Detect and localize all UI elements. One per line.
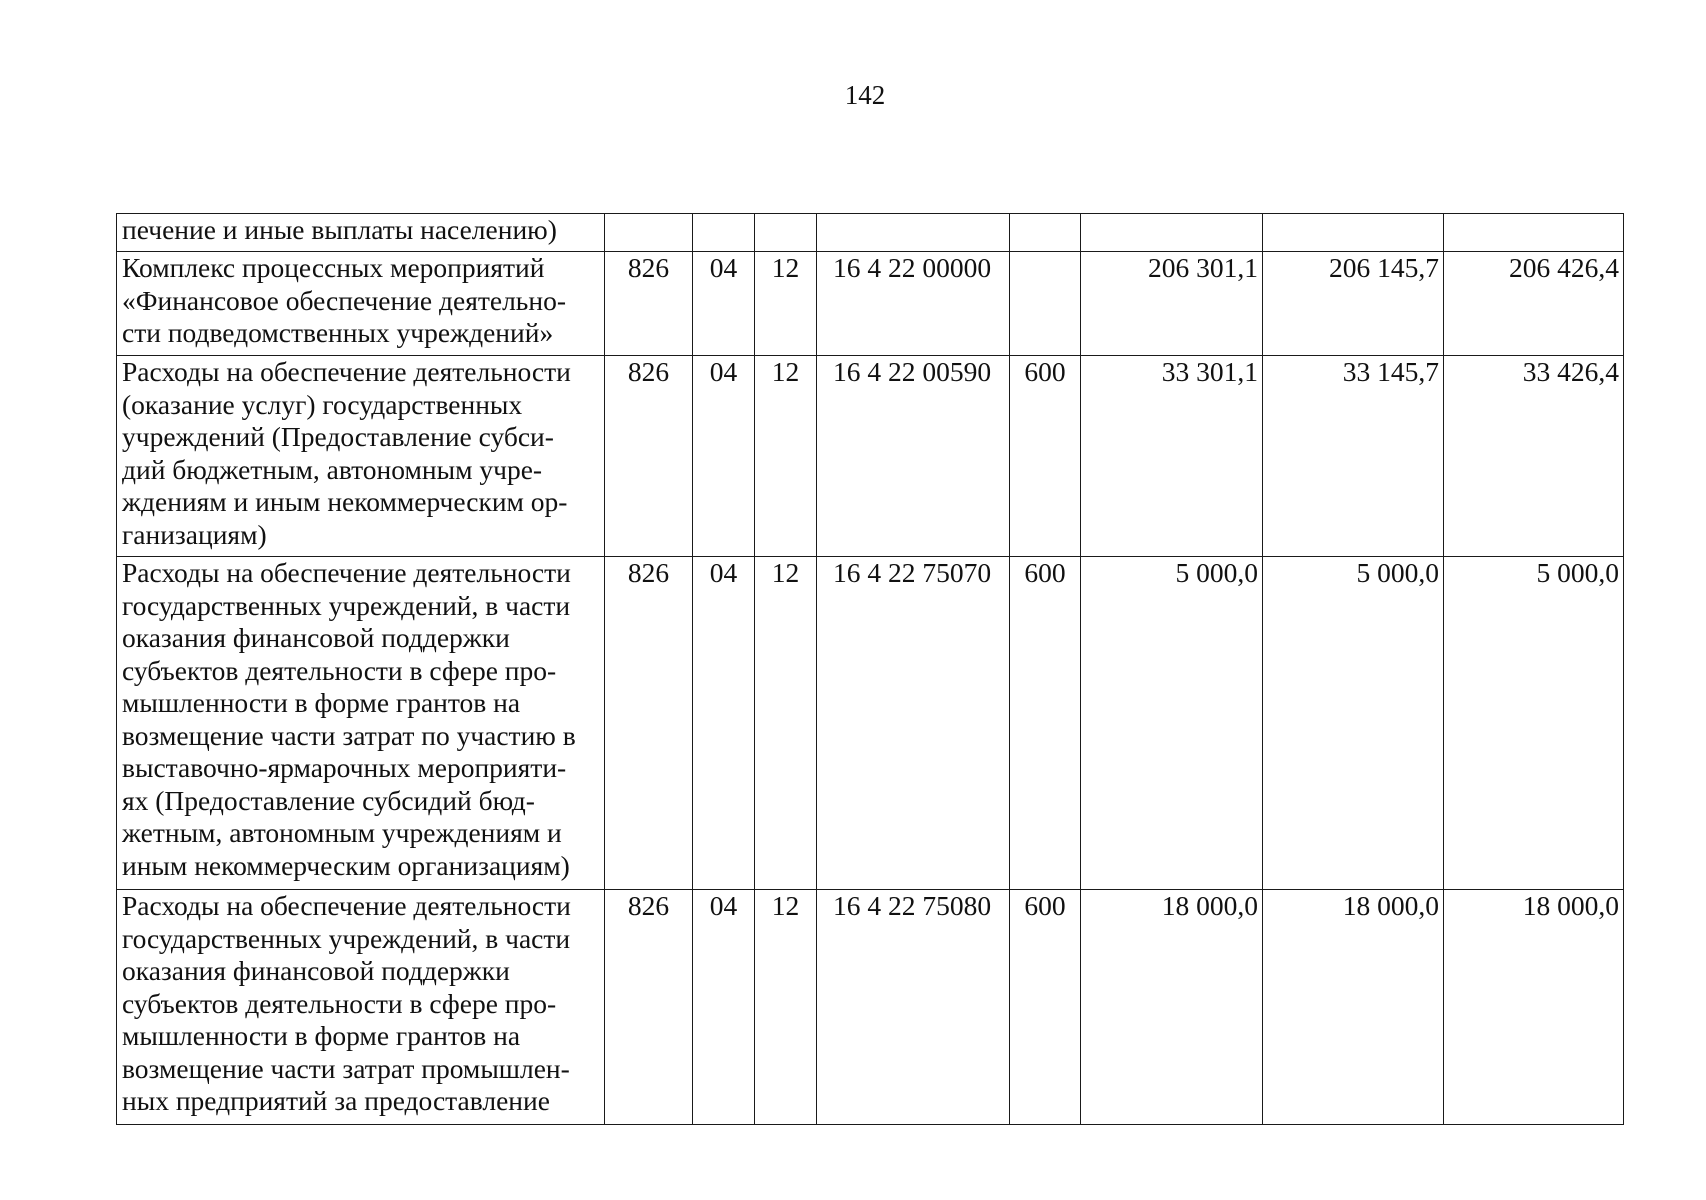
amount-year-1 xyxy=(1081,214,1263,252)
description-line: ях (Предоставление субсидий бюд- xyxy=(122,784,535,816)
description-line: ных предприятий за предоставление xyxy=(122,1085,550,1116)
section-code: 04 xyxy=(693,356,755,557)
row-description xyxy=(117,890,605,1125)
description-line: учреждений (Предоставление субси- xyxy=(122,421,554,452)
expense-type-code: 600 xyxy=(1010,557,1081,890)
section-code: 04 xyxy=(693,890,755,1125)
amount-year-2: 18 000,0 xyxy=(1263,890,1444,1125)
table-row xyxy=(117,214,1624,252)
target-article-code: 16 4 22 00590 xyxy=(817,356,1010,557)
subsection-code: 12 xyxy=(755,356,817,557)
subsection-code xyxy=(755,214,817,252)
ministry-code: 826 xyxy=(605,557,693,890)
amount-year-2: 206 145,7 xyxy=(1263,252,1444,356)
description-line: сти подведомственных учреждений» xyxy=(122,317,554,348)
amount-year-2: 5 000,0 xyxy=(1263,557,1444,890)
table-row xyxy=(117,890,1624,1125)
subsection-code: 12 xyxy=(755,890,817,1125)
subsection-code: 12 xyxy=(755,557,817,890)
table-row xyxy=(117,557,1624,890)
table-row xyxy=(117,356,1624,557)
row-description xyxy=(117,214,605,252)
expense-type-code xyxy=(1010,252,1081,356)
amount-year-3: 33 426,4 xyxy=(1444,356,1624,557)
description-line: печение и иные выплаты населению) xyxy=(122,214,557,245)
amount-year-2 xyxy=(1263,214,1444,252)
description-line: оказания финансовой поддержки xyxy=(122,622,510,653)
description-line: Расходы на обеспечение деятельности xyxy=(122,557,571,588)
description-line: (оказание услуг) государственных xyxy=(122,388,523,420)
target-article-code: 16 4 22 00000 xyxy=(817,252,1010,356)
target-article-code: 16 4 22 75070 xyxy=(817,557,1010,890)
ministry-code: 826 xyxy=(605,252,693,356)
description-line: ганизациям) xyxy=(122,518,267,550)
subsection-code: 12 xyxy=(755,252,817,356)
description-line: субъектов деятельности в сфере про- xyxy=(122,987,557,1019)
description-line: государственных учреждений, в части xyxy=(122,922,571,954)
ministry-code: 826 xyxy=(605,890,693,1125)
description-line: мышленности в форме грантов на xyxy=(122,1020,521,1051)
target-article-code xyxy=(817,214,1010,252)
target-article-code: 16 4 22 75080 xyxy=(817,890,1010,1125)
description-line: Расходы на обеспечение деятельности xyxy=(122,356,571,387)
description-line: жетным, автономным учреждениям и xyxy=(122,817,562,848)
amount-year-1: 18 000,0 xyxy=(1081,890,1263,1125)
description-line: иным некоммерческим организациям) xyxy=(122,849,570,881)
section-code: 04 xyxy=(693,252,755,356)
section-code: 04 xyxy=(693,557,755,890)
amount-year-1: 206 301,1 xyxy=(1081,252,1263,356)
expense-type-code: 600 xyxy=(1010,890,1081,1125)
description-line: мышленности в форме грантов на xyxy=(122,687,521,718)
amount-year-3 xyxy=(1444,214,1624,252)
expense-type-code: 600 xyxy=(1010,356,1081,557)
description-line: субъектов деятельности в сфере про- xyxy=(122,654,557,686)
ministry-code xyxy=(605,214,693,252)
description-line: оказания финансовой поддержки xyxy=(122,955,510,986)
row-description xyxy=(117,252,605,356)
page-number: 142 xyxy=(844,80,886,110)
description-line: Расходы на обеспечение деятельности xyxy=(122,890,571,921)
amount-year-3: 18 000,0 xyxy=(1444,890,1624,1125)
row-description xyxy=(117,557,605,890)
description-line: дий бюджетным, автономным учре- xyxy=(122,453,543,485)
ministry-code: 826 xyxy=(605,356,693,557)
amount-year-1: 5 000,0 xyxy=(1081,557,1263,890)
table-row xyxy=(117,252,1624,356)
expense-type-code xyxy=(1010,214,1081,252)
description-line: ждениям и иным некоммерческим ор- xyxy=(122,486,568,517)
description-line: государственных учреждений, в части xyxy=(122,589,571,621)
amount-year-3: 206 426,4 xyxy=(1444,252,1624,356)
amount-year-1: 33 301,1 xyxy=(1081,356,1263,557)
row-description xyxy=(117,356,605,557)
amount-year-3: 5 000,0 xyxy=(1444,557,1624,890)
section-code xyxy=(693,214,755,252)
amount-year-2: 33 145,7 xyxy=(1263,356,1444,557)
budget-table xyxy=(116,213,1624,1125)
description-line: «Финансовое обеспечение деятельно- xyxy=(122,284,566,316)
description-line: выставочно-ярмарочных мероприяти- xyxy=(122,752,567,783)
description-line: возмещение части затрат по участию в xyxy=(122,719,576,751)
description-line: возмещение части затрат промышлен- xyxy=(122,1052,570,1084)
description-line: Комплекс процессных мероприятий xyxy=(122,252,545,283)
